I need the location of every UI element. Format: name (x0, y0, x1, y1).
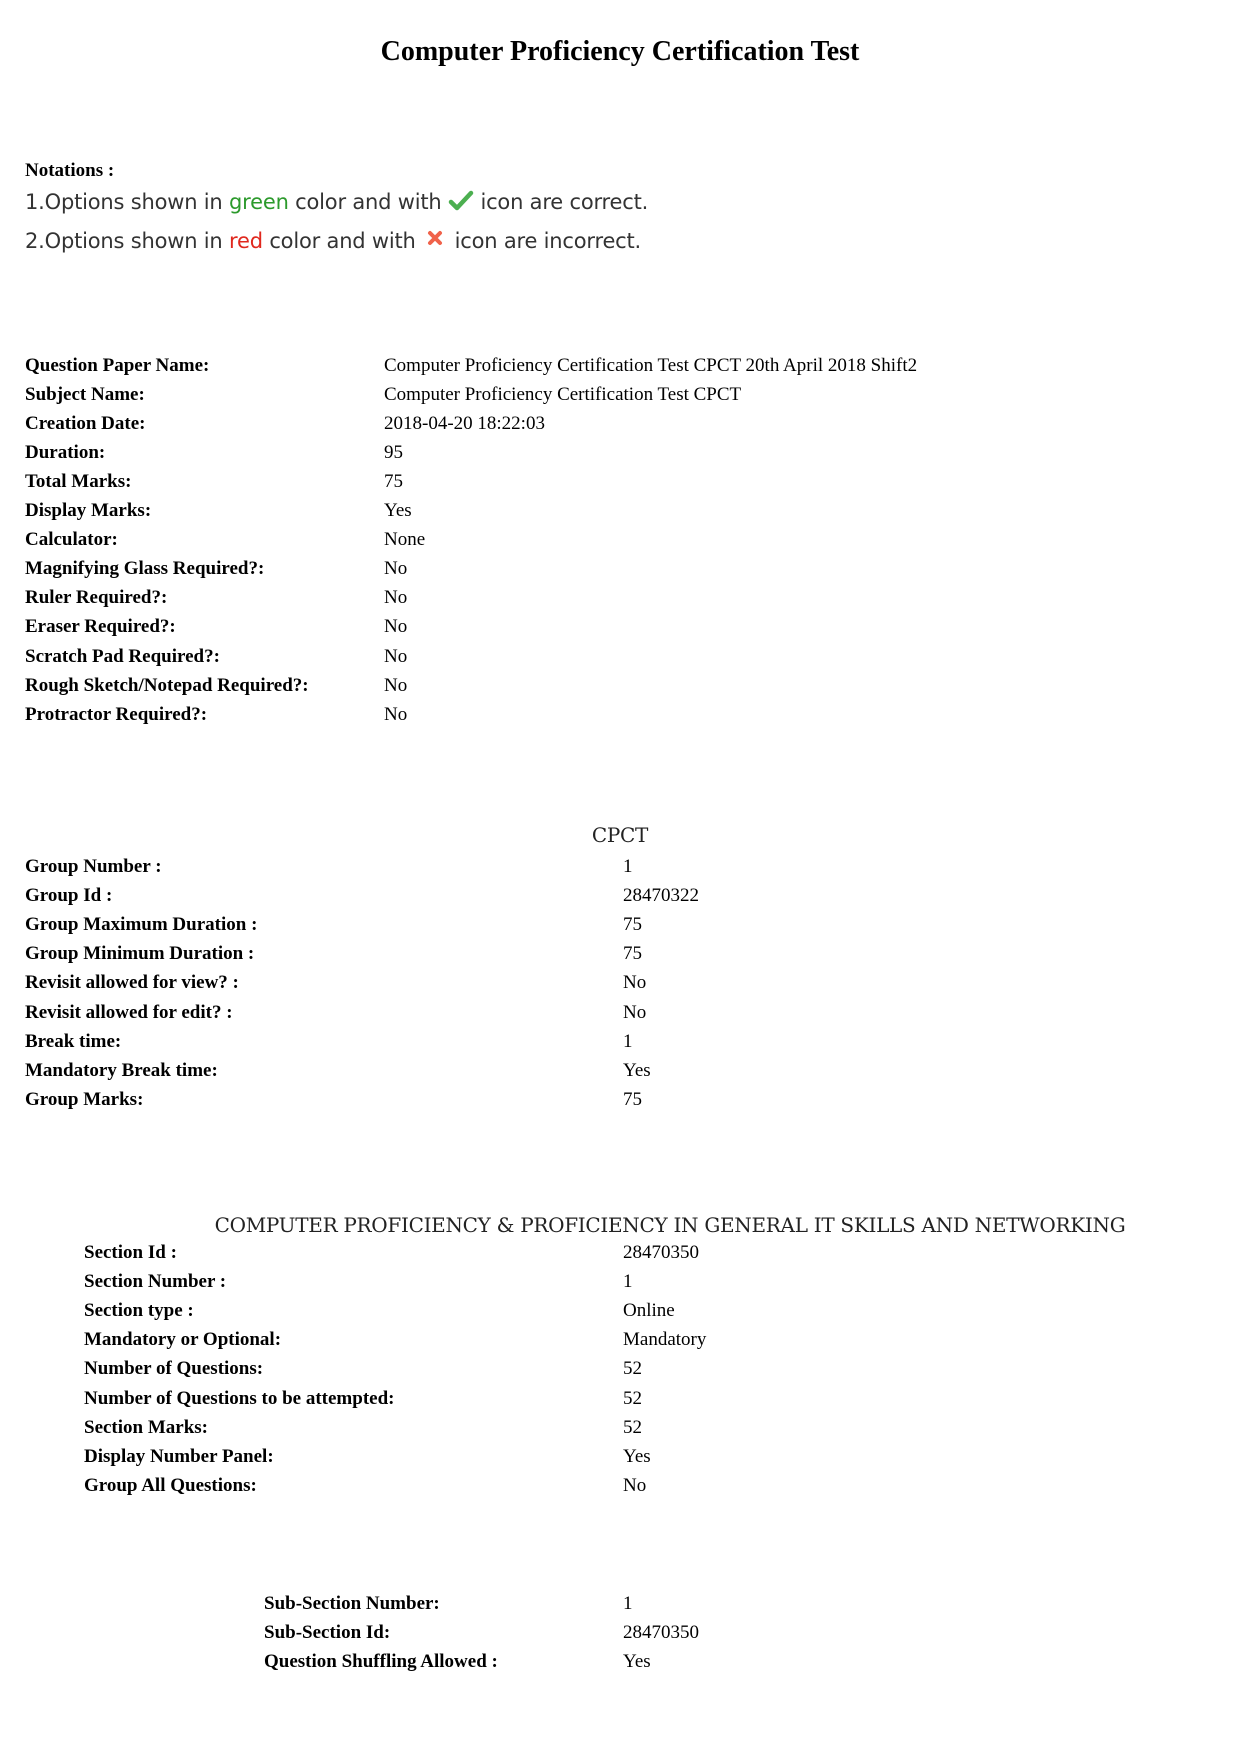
paper-field-value: No (384, 674, 408, 696)
paper-field-label: Duration: (25, 442, 106, 464)
section-field-label: Group All Questions: (84, 1474, 257, 1496)
section-field-value: 52 (623, 1416, 642, 1438)
group-field-label: Group Marks: (25, 1088, 144, 1110)
notation-red-word: red (229, 229, 263, 253)
subsection-field-value: 28470350 (623, 1622, 699, 1643)
group-field-value: 28470322 (623, 885, 699, 907)
group-field-label: Group Minimum Duration : (25, 943, 255, 965)
section-field-value: 52 (623, 1358, 642, 1380)
paper-field-value: No (384, 703, 408, 725)
section-field-value: No (623, 1474, 647, 1496)
paper-field-label: Magnifying Glass Required?: (25, 558, 265, 580)
section-field-value: Mandatory (623, 1329, 707, 1351)
section-field-label: Section Marks: (84, 1416, 209, 1438)
paper-field-label: Calculator: (25, 529, 118, 551)
notation-incorrect-middle: color and with (262, 229, 423, 253)
section-field-label: Display Number Panel: (84, 1445, 274, 1467)
subsection-field-value: Yes (623, 1651, 651, 1672)
section-field-value: 28470350 (623, 1242, 699, 1263)
check-icon (448, 190, 474, 212)
paper-field-value: Computer Proficiency Certification Test CPCT (384, 384, 742, 406)
page-title: Computer Proficiency Certification Test (380, 36, 860, 67)
section-field-label: Number of Questions: (84, 1358, 264, 1380)
section-field-label: Number of Questions to be attempted: (84, 1387, 395, 1409)
paper-field-label: Subject Name: (25, 384, 145, 406)
section-field-value: 1 (623, 1271, 633, 1293)
section-field-label: Section Id : (84, 1242, 177, 1263)
paper-field-label: Question Paper Name: (25, 355, 210, 376)
paper-field-value: Yes (384, 500, 412, 522)
group-field-value: No (623, 1001, 647, 1023)
group-heading: CPCT (591, 823, 649, 847)
group-field-label: Break time: (25, 1030, 122, 1052)
notation-green-word: green (229, 190, 289, 214)
paper-field-value: No (384, 558, 408, 580)
subsection-field-label: Question Shuffling Allowed : (264, 1651, 498, 1672)
group-field-value: Yes (623, 1059, 651, 1081)
paper-field-value: None (384, 529, 426, 551)
paper-field-label: Ruler Required?: (25, 587, 168, 609)
subsection-field-label: Sub-Section Id: (264, 1622, 391, 1643)
section-field-label: Mandatory or Optional: (84, 1329, 282, 1351)
paper-field-label: Total Marks: (25, 471, 132, 493)
notation-correct-suffix: icon are correct. (473, 190, 649, 214)
paper-field-label: Eraser Required?: (25, 616, 176, 638)
paper-field-value: 75 (384, 471, 403, 493)
group-field-value: 75 (623, 914, 642, 936)
cross-icon (422, 229, 448, 251)
notation-incorrect-suffix: icon are incorrect. (448, 229, 642, 253)
paper-field-value: No (384, 616, 408, 638)
group-field-value: No (623, 972, 647, 994)
section-field-label: Section Number : (84, 1271, 227, 1293)
notation-correct (25, 190, 648, 214)
group-field-label: Group Number : (25, 856, 162, 877)
notations-heading: Notations : (25, 160, 115, 181)
paper-field-label: Rough Sketch/Notepad Required?: (25, 674, 309, 696)
group-field-value: 75 (623, 943, 642, 965)
paper-field-label: Creation Date: (25, 413, 146, 435)
section-field-value: Online (623, 1300, 675, 1322)
notation-correct-middle: color and with (288, 190, 448, 214)
paper-field-value: 2018-04-20 18:22:03 (384, 413, 545, 435)
paper-field-label: Scratch Pad Required?: (25, 645, 220, 667)
notation-correct-prefix: 1.Options shown in (25, 190, 230, 214)
paper-field-value: Computer Proficiency Certification Test CPCT 20th April 2018 Shift2 (384, 355, 918, 376)
paper-field-label: Protractor Required?: (25, 703, 208, 725)
paper-field-value: No (384, 587, 408, 609)
notation-incorrect-prefix: 2.Options shown in (25, 229, 230, 253)
notation-incorrect (25, 229, 641, 253)
section-field-label: Section type : (84, 1300, 194, 1322)
group-field-value: 1 (623, 856, 633, 877)
group-field-label: Group Maximum Duration : (25, 914, 258, 936)
group-field-label: Revisit allowed for view? : (25, 972, 239, 994)
subsection-field-value: 1 (623, 1593, 633, 1614)
section-field-value: 52 (623, 1387, 642, 1409)
group-field-value: 75 (623, 1088, 642, 1110)
group-field-label: Mandatory Break time: (25, 1059, 218, 1081)
paper-field-label: Display Marks: (25, 500, 152, 522)
paper-field-value: 95 (384, 442, 403, 464)
group-field-value: 1 (623, 1030, 633, 1052)
subsection-field-label: Sub-Section Number: (264, 1593, 440, 1614)
group-field-label: Group Id : (25, 885, 113, 907)
paper-field-value: No (384, 645, 408, 667)
section-field-value: Yes (623, 1445, 651, 1467)
section-heading: COMPUTER PROFICIENCY & PROFICIENCY IN GENERAL IT SKILLS AND NETWORKING (214, 1213, 1126, 1237)
group-field-label: Revisit allowed for edit? : (25, 1001, 233, 1023)
